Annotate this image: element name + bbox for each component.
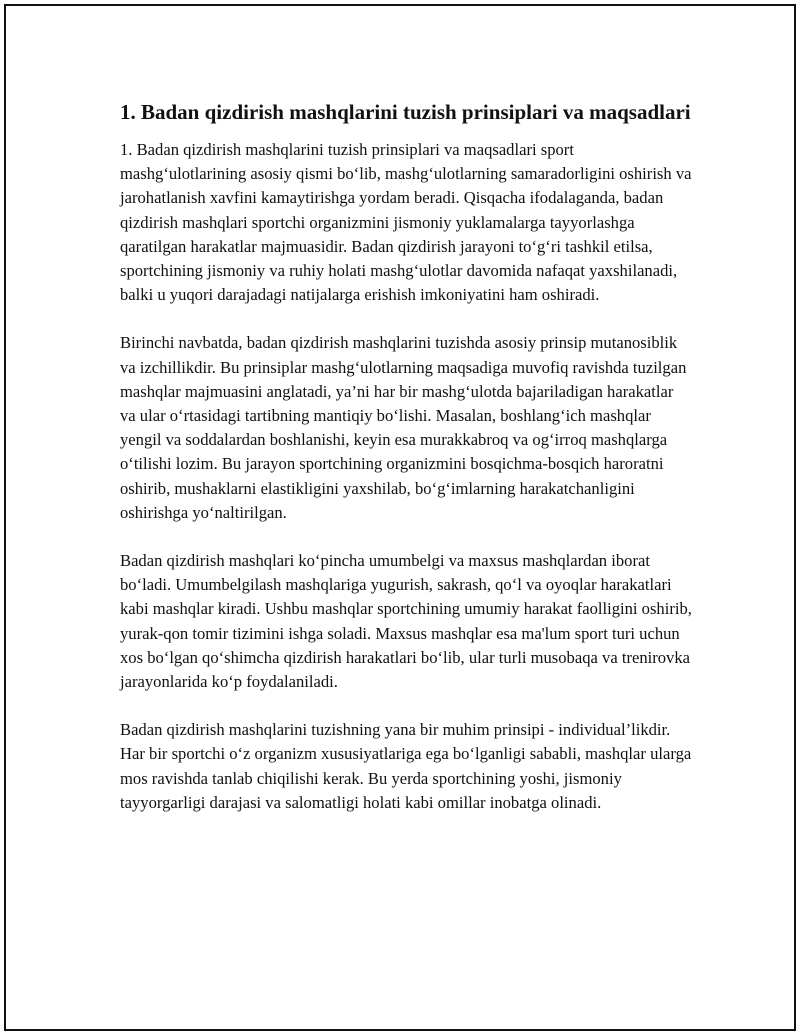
paragraph-2: Birinchi navbatda, badan qizdirish mashqlarini tuzishda asosiy prinsip mutanosiblik va izchillikdir. Bu prinsiplar mashg‘ulotlarning maqsadiga muvofiq ravishda tuzilgan mashqlar majmuasini anglatadi, ya’ni har bir mashg‘ulotda bajariladigan harakatlar va ular o‘rtasidagi tartibning mantiqiy bo‘lishi. Masalan, boshlang‘ich mashqlar yengil va soddalardan boshlanishi, keyin esa murakkabroq va og‘irroq mashqlarga o‘tilishi lozim. Bu jarayon sportchining organizmini bosqichma-bosqich haroratni oshirib, mushaklarni elastikligini yaxshilab, bo‘g‘imlarning harakatchanligini oshirishga yo‘naltirilgan. [120,333,687,522]
document-body [120,98,692,839]
paragraph-4: Badan qizdirish mashqlarini tuzishning yana bir muhim prinsipi - individual’likdir. Har bir sportchi o‘z organizm xususiyatlariga ega bo‘lganligi sababli, mashqlar ularga mos ravishda tanlab chiqilishi kerak. Bu yerda sportchining yoshi, jismoniy tayyorgarligi darajasi va salomatligi holati kabi omillar inobatga olinadi. [120,720,692,812]
paragraph-1: 1. Badan qizdirish mashqlarini tuzish prinsiplari va maqsadlari sport mashg‘ulotlarining asosiy qismi bo‘lib, mashg‘ulotlarning samaradorligini oshirish va jarohatlanish xavfini kamaytirishga yordam beradi. Qisqacha ifodalaganda, badan qizdirish mashqlari sportchi organizmini jismoniy yuklamalarga tayyorlashga qaratilgan harakatlar majmuasidir. Badan qizdirish jarayoni to‘g‘ri tashkil etilsa, sportchining jismoniy va ruhiy holati mashg‘ulotlar davomida nafaqat yaxshilanadi, balki u yuqori darajadagi natijalarga erishish imkoniyatini ham oshiradi. [120,140,692,305]
page-frame [4,4,796,1031]
paragraph-3: Badan qizdirish mashqlari ko‘pincha umumbelgi va maxsus mashqlardan iborat bo‘ladi. Umumbelgilash mashqlariga yugurish, sakrash, qo‘l va oyoqlar harakatlari kabi mashqlar kiradi. Ushbu mashqlar sportchining umumiy harakat faolligini oshirib, yurak-qon tomir tizimini ishga soladi. Maxsus mashqlar esa ma'lum sport turi uchun xos bo‘lgan qo‘shimcha qizdirish harakatlari bo‘lib, ular turli musobaqa va trenirovka jarayonlarida ko‘p foydalaniladi. [120,551,692,692]
document-title: 1. Badan qizdirish mashqlarini tuzish prinsiplari va maqsadlari [120,100,691,124]
